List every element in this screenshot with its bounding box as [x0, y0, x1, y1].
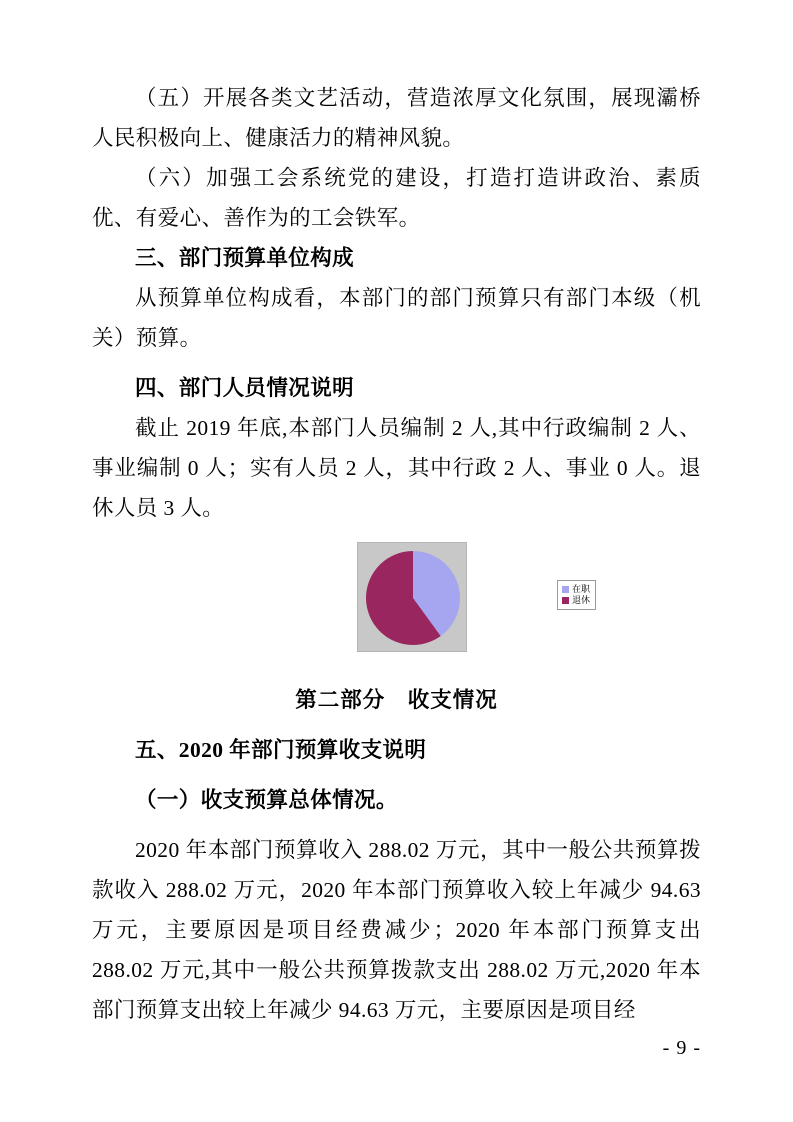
legend-swatch-active: [562, 586, 569, 593]
spacer: [92, 770, 701, 780]
personnel-pie-chart: [92, 542, 701, 670]
legend-label-retired: 退休: [572, 595, 591, 605]
legend-item-active: [562, 584, 590, 595]
part-two-title: 第二部分 收支情况: [295, 688, 498, 712]
paragraph-personnel: 截止 2019 年底,本部门人员编制 2 人,其中行政编制 2 人、事业编制 0 人；实有人员 2 人，其中行政 2 人、事业 0 人。退休人员 3 人。: [92, 416, 701, 520]
chart-legend: [557, 580, 596, 610]
spacer: [92, 720, 701, 730]
subsection-heading-five-one: （一）收支预算总体情况。: [135, 788, 398, 812]
section-heading-five: 五、2020 年部门预算收支说明: [135, 738, 427, 762]
paragraph-revenue-expenditure: 2020 年本部门预算收入 288.02 万元，其中一般公共预算拨款收入 288.02 万元，2020 年本部门预算收入较上年减少 94.63 万元，主要原因是项目经费减少；2020 年本部门预算支出 288.02 万元,其中一般公共预算拨款支出 288.02 万元,2020 年本部门预算支出较上年减少 94.63 万元，主要原因是项目经: [92, 838, 701, 1022]
page-number: - 9 -: [662, 1037, 701, 1059]
spacer: [92, 358, 701, 368]
pie-slices: [366, 551, 460, 645]
legend-label-active: 在职: [572, 584, 591, 594]
section-heading-three: 三、部门预算单位构成: [135, 246, 355, 270]
legend-swatch-retired: [562, 597, 569, 604]
paragraph-six: （六）加强工会系统党的建设，打造打造讲政治、素质优、有爱心、善作为的工会铁军。: [92, 166, 701, 230]
section-heading-four: 四、部门人员情况说明: [135, 376, 355, 400]
spacer: [92, 820, 701, 830]
legend-item-retired: [562, 595, 590, 606]
paragraph-budget-unit-composition: 从预算单位构成看，本部门的部门预算只有部门本级（机关）预算。: [92, 286, 701, 350]
paragraph-five: （五）开展各类文艺活动，营造浓厚文化氛围，展现灞桥人民积极向上、健康活力的精神风貌。: [92, 86, 701, 150]
chart-plot-area: [357, 542, 467, 652]
